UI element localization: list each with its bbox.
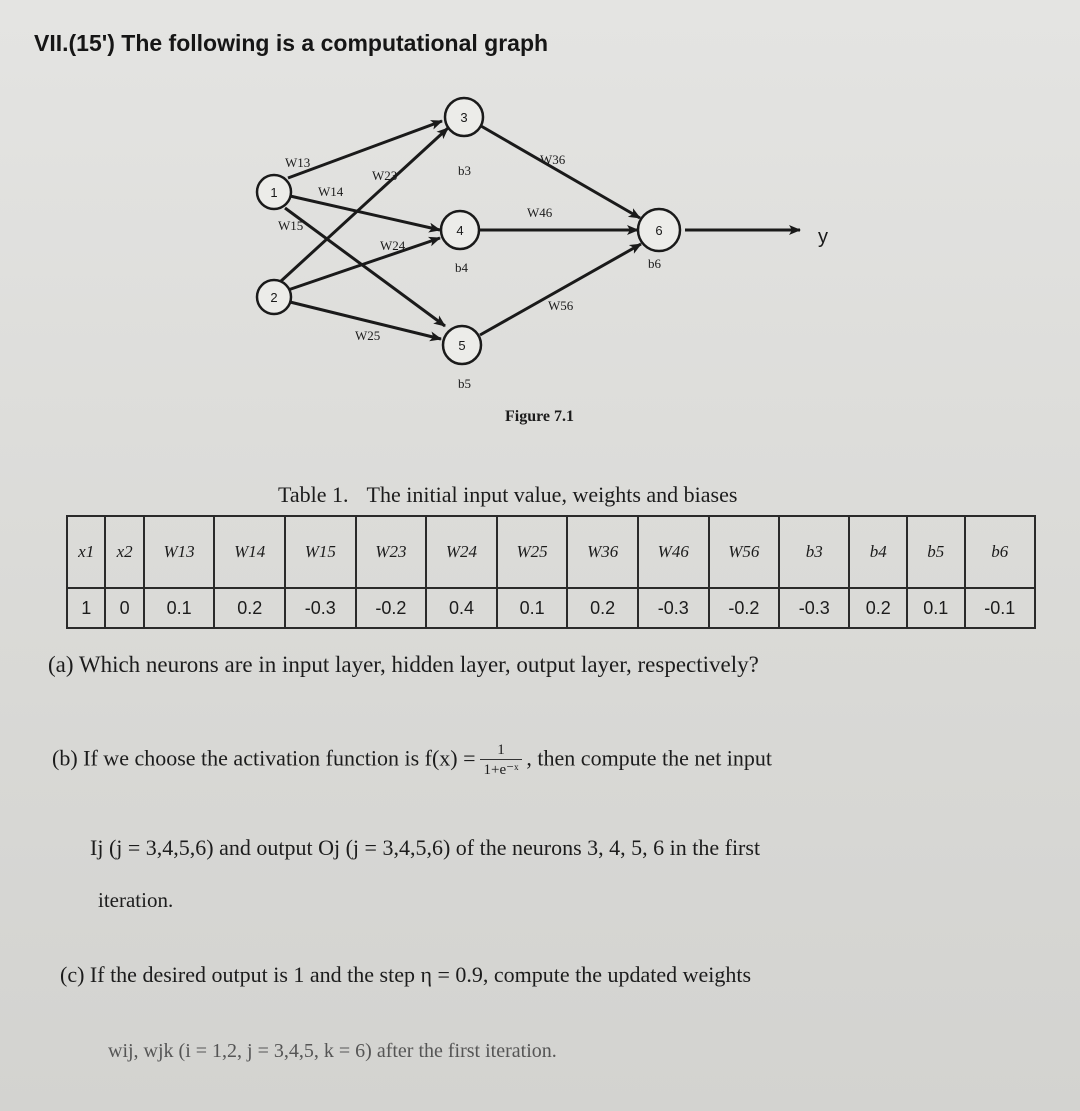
table-value-cell: -0.2 xyxy=(709,588,780,628)
label-w23: W23 xyxy=(372,168,398,183)
edge-w36 xyxy=(481,126,640,218)
table-header-cell: b5 xyxy=(907,516,965,588)
question-c-line1: (c) If the desired output is 1 and the step η = 0.9, compute the updated weights xyxy=(60,962,752,987)
table-header-cell: W14 xyxy=(214,516,285,588)
table-value-cell: 0.2 xyxy=(214,588,285,628)
label-output-y: y xyxy=(818,226,828,248)
label-w46: W46 xyxy=(527,205,553,220)
edge-w56 xyxy=(480,244,641,335)
label-w25: W25 xyxy=(355,328,381,343)
table-value-row xyxy=(67,588,1035,628)
table-value-cell: 1 xyxy=(67,588,105,628)
node-4 xyxy=(441,211,479,249)
table-header-cell: b6 xyxy=(965,516,1035,588)
edge-w24 xyxy=(288,238,440,290)
node-3 xyxy=(445,98,483,136)
question-b-line1 xyxy=(52,742,772,779)
table-value-cell: 0 xyxy=(105,588,143,628)
table-title xyxy=(278,482,737,508)
table-value-cell: 0.1 xyxy=(144,588,215,628)
node-1 xyxy=(257,175,291,209)
table-number: Table 1. xyxy=(278,482,349,507)
label-b3: b3 xyxy=(458,163,471,178)
label-w14: W14 xyxy=(318,184,344,199)
question-b-line2: Ij (j = 3,4,5,6) and output Oj (j = 3,4,5,6) of the neurons 3, 4, 5, 6 in the first xyxy=(90,835,761,860)
question-b-line3: iteration. xyxy=(98,888,174,912)
table-value-cell: -0.2 xyxy=(356,588,427,628)
table-header-cell: W36 xyxy=(567,516,638,588)
node-5 xyxy=(443,326,481,364)
svg-text:2: 2 xyxy=(270,290,278,305)
svg-text:6: 6 xyxy=(655,223,663,238)
table-header-cell: W13 xyxy=(144,516,215,588)
table-value-cell: 0.1 xyxy=(497,588,568,628)
label-b6: b6 xyxy=(648,256,661,271)
table-header-cell: b3 xyxy=(779,516,849,588)
table-header-row xyxy=(67,516,1035,588)
figure-caption: Figure 7.1 xyxy=(505,408,575,425)
label-w56: W56 xyxy=(548,298,574,313)
table-value-cell: 0.4 xyxy=(426,588,497,628)
table-header-cell: W24 xyxy=(426,516,497,588)
fraction-denominator: 1+e⁻ˣ xyxy=(483,762,519,778)
label-w13: W13 xyxy=(285,155,311,170)
table-value-cell: -0.3 xyxy=(779,588,849,628)
table-header-cell: W15 xyxy=(285,516,356,588)
question-b-text-cont: , then compute the net input xyxy=(526,745,773,771)
question-a: (a) Which neurons are in input layer, hidden layer, output layer, respectively? xyxy=(48,652,759,677)
table-header-cell: x2 xyxy=(105,516,143,588)
table-value-cell: -0.1 xyxy=(965,588,1035,628)
table-header-cell: b4 xyxy=(849,516,907,588)
edge-w13 xyxy=(288,121,442,178)
table-value-cell: 0.2 xyxy=(849,588,907,628)
svg-text:1: 1 xyxy=(270,185,278,200)
table-value-cell: -0.3 xyxy=(638,588,709,628)
svg-text:3: 3 xyxy=(460,110,468,125)
values-table xyxy=(66,515,1036,629)
svg-text:4: 4 xyxy=(456,223,464,238)
problem-heading: VII.(15') The following is a computational graph xyxy=(34,30,549,56)
label-w24: W24 xyxy=(380,238,406,253)
table-value-cell: 0.1 xyxy=(907,588,965,628)
label-b4: b4 xyxy=(455,260,468,275)
table-value-cell: -0.3 xyxy=(285,588,356,628)
sigmoid-fraction xyxy=(480,742,523,779)
table-header-cell: W25 xyxy=(497,516,568,588)
table-header-cell: W56 xyxy=(709,516,780,588)
label-w36: W36 xyxy=(540,152,566,167)
label-b5: b5 xyxy=(458,376,471,391)
question-c-line2: wij, wjk (i = 1,2, j = 3,4,5, k = 6) after the first iteration. xyxy=(108,1040,557,1062)
svg-text:5: 5 xyxy=(458,338,466,353)
label-w15: W15 xyxy=(278,218,304,233)
question-b-text: (b) If we choose the activation function is f(x) = xyxy=(52,745,476,771)
table-header-cell: W23 xyxy=(356,516,427,588)
edge-w14 xyxy=(290,196,440,230)
table-header-cell: x1 xyxy=(67,516,105,588)
fraction-numerator: 1 xyxy=(480,742,523,760)
table-value-cell: 0.2 xyxy=(567,588,638,628)
node-2 xyxy=(257,280,291,314)
node-6 xyxy=(638,209,680,251)
table-description: The initial input value, weights and biases xyxy=(366,482,738,507)
table-header-cell: W46 xyxy=(638,516,709,588)
